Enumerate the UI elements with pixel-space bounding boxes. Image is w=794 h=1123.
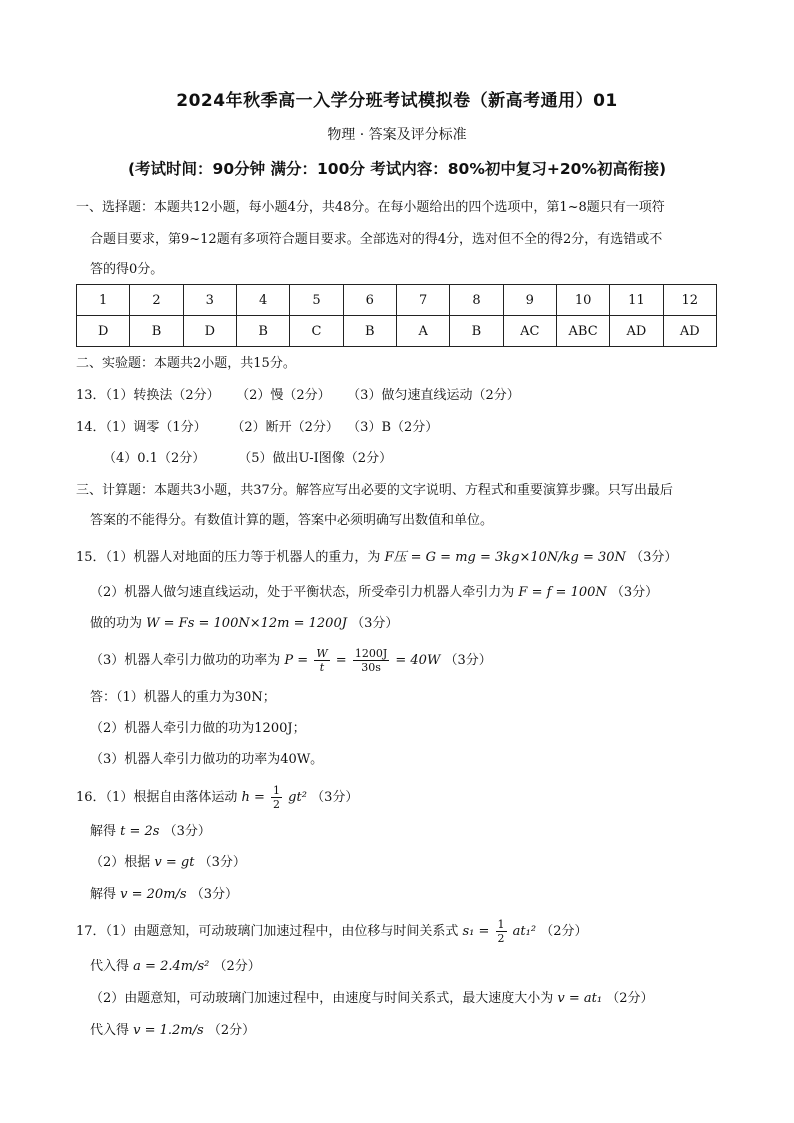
q15-part2-formula: F = f = 100N: [518, 585, 607, 600]
q17-part3-score: （2分）: [606, 991, 654, 1006]
q14-text-line2: （4）0.1（2分） （5）做出U-I图像（2分）: [103, 451, 393, 466]
q17-part2-text: 代入得: [90, 959, 130, 974]
answer-cell: B: [236, 316, 289, 347]
q15-part2-score: （3分）: [610, 585, 659, 600]
fraction-numerator: 1: [273, 784, 281, 797]
q17-part1-text: 17．（1）由题意知，可动玻璃门加速过程中，由位移与时间关系式: [76, 924, 459, 939]
answer-cell: ABC: [556, 316, 609, 347]
fraction-numerator: 1: [497, 918, 505, 931]
q13-text: 13．（1）转换法（2分） （2）慢（2分） （3）做匀速直线运动（2分）: [76, 388, 520, 403]
section3-line1: 三、计算题：本题共3小题，共37分。解答应写出必要的文字说明、方程式和重要演算步骤。只写出最后: [76, 483, 673, 498]
q14-text-line1: 14．（1）调零（1分） （2）断开（2分） （3）B（2分）: [76, 420, 439, 435]
q15-part2-text: （2）机器人做匀速直线运动，处于平衡状态，所受牵引力机器人牵引力为: [90, 585, 515, 600]
question-number-cell: 9: [503, 285, 556, 316]
q16-part1: [76, 784, 358, 812]
answer-cell: AC: [503, 316, 556, 347]
q15-fraction-values: [353, 647, 389, 674]
fraction-denominator: 2: [273, 798, 281, 811]
answer-cell: AD: [610, 316, 663, 347]
q15-part2b-formula: W = Fs = 100N×12m = 1200J: [146, 616, 347, 631]
answer-cell: AD: [663, 316, 716, 347]
answer-cell: D: [183, 316, 236, 347]
q15-answer-3: （3）机器人牵引力做功的功率为40W。: [90, 752, 324, 767]
q15-part2: [90, 583, 658, 603]
q15-part1-text: 15．（1）机器人对地面的压力等于机器人的重力，为: [76, 550, 381, 565]
question-number-cell: 5: [290, 285, 343, 316]
q15-answer-2: （2）机器人牵引力做的功为1200J；: [90, 721, 306, 736]
section1-line3: 答的得0分。: [90, 262, 164, 277]
answer-table: [76, 284, 717, 347]
q16-part4-formula: v = 20m/s: [120, 887, 187, 902]
q16-part1-lhs: h =: [241, 790, 265, 805]
q17-part1-lhs: s₁ =: [462, 924, 490, 939]
q16-part2: [90, 822, 211, 842]
exam-info: (考试时间：90分钟 满分：100分 考试内容：80%初中复习+20%初高衔接): [127, 160, 667, 178]
q16-part1-rhs: gt²: [288, 790, 307, 805]
q16-part2-text: 解得: [90, 824, 117, 839]
q15-answer-head: 答：（1）机器人的重力为30N；: [90, 690, 276, 705]
q15-fraction-w-over-t: [314, 647, 329, 674]
answer-cell: B: [343, 316, 396, 347]
q15-part3-score: （3分）: [444, 653, 492, 668]
question-number-cell: 10: [556, 285, 609, 316]
section2-header: 二、实验题：本题共2小题，共15分。: [76, 356, 296, 371]
q16-part3-formula: v = gt: [154, 855, 195, 870]
q17-part4-text: 代入得: [90, 1023, 130, 1038]
q13-answer: [76, 386, 520, 406]
q14-answer-line2: [103, 449, 392, 469]
q16-part2-formula: t = 2s: [120, 824, 160, 839]
q16-part1-score: （3分）: [311, 790, 359, 805]
q17-part3: [90, 989, 654, 1009]
q16-part3: [90, 853, 246, 873]
q16-part2-score: （3分）: [163, 824, 211, 839]
question-number-cell: 1: [77, 285, 130, 316]
question-number-cell: 7: [396, 285, 449, 316]
q15-part1: [76, 548, 677, 568]
q17-part4-formula: v = 1.2m/s: [133, 1023, 204, 1038]
q17-part1-rhs: at₁²: [512, 924, 537, 939]
q15-part1-formula: F压 = G = mg = 3kg×10N/kg = 30N: [384, 550, 626, 565]
q17-part3-text: （2）由题意知，可动玻璃门加速过程中，由速度与时间关系式，最大速度大小为: [90, 991, 554, 1006]
q17-part2: [90, 957, 261, 977]
fraction-numerator: 1200J: [354, 647, 388, 660]
question-number-cell: 11: [610, 285, 663, 316]
q16-part1-text: 16．（1）根据自由落体运动: [76, 790, 238, 805]
answer-table-answer-row: [77, 316, 717, 347]
q16-part3-score: （3分）: [198, 855, 246, 870]
q15-part3-lhs: P =: [284, 653, 309, 668]
answer-cell: B: [450, 316, 503, 347]
question-number-cell: 8: [450, 285, 503, 316]
q17-part3-formula: v = at₁: [557, 991, 603, 1006]
question-number-cell: 6: [343, 285, 396, 316]
answer-cell: D: [77, 316, 130, 347]
q16-part4-score: （3分）: [190, 887, 238, 902]
q17-part1-score: （2分）: [540, 924, 588, 939]
question-number-cell: 4: [236, 285, 289, 316]
q15-part2b-text: 做的功为: [90, 616, 143, 631]
q15-part1-score: （3分）: [630, 550, 678, 565]
fraction-denominator: 30s: [361, 661, 381, 674]
page-title: 2024年秋季高一入学分班考试模拟卷（新高考通用）01: [176, 91, 618, 111]
q15-part2b: [90, 614, 398, 634]
question-number-cell: 2: [130, 285, 183, 316]
q15-part2b-score: （3分）: [351, 616, 399, 631]
section1-line1: 一、选择题：本题共12小题，每小题4分，共48分。在每小题给出的四个选项中，第1~8题只有一项符: [76, 200, 665, 215]
question-number-cell: 3: [183, 285, 236, 316]
page-subtitle: 物理 · 答案及评分标准: [327, 127, 467, 143]
fraction-denominator: 2: [497, 932, 505, 945]
answer-table-number-row: [77, 285, 717, 316]
q14-answer-line1: [76, 418, 438, 438]
q17-part4-score: （2分）: [207, 1023, 256, 1038]
answer-cell: B: [130, 316, 183, 347]
answer-cell: A: [396, 316, 449, 347]
q16-part4: [90, 885, 238, 905]
q17-part4: [90, 1021, 255, 1041]
q15-part3-rhs: = 40W: [395, 653, 441, 668]
q15-part3: （3）机器人牵引力做功的功率为 P = $\frac{W}{t}$ = $\frac{1200J}{30s}$ = 40W （3分）: [90, 647, 492, 674]
fraction-numerator: W: [316, 647, 328, 660]
q17-part1: [76, 918, 588, 946]
answer-cell: C: [290, 316, 343, 347]
q16-part4-text: 解得: [90, 887, 117, 902]
fraction-denominator: t: [319, 661, 325, 674]
q16-fraction-half: [271, 784, 282, 811]
q17-part2-score: （2分）: [213, 959, 261, 974]
q17-part2-formula: a = 2.4m/s²: [133, 959, 210, 974]
q17-fraction-half: [496, 918, 507, 945]
section1-line2: 合题目要求，第9~12题有多项符合题目要求。全部选对的得4分，选对但不全的得2分，有选错或不: [90, 232, 663, 247]
q16-part3-text: （2）根据: [90, 855, 151, 870]
section3-line2: 答案的不能得分。有数值计算的题，答案中必须明确写出数值和单位。: [90, 513, 494, 528]
question-number-cell: 12: [663, 285, 716, 316]
q15-part3-text: （3）机器人牵引力做功的功率为: [90, 653, 281, 668]
